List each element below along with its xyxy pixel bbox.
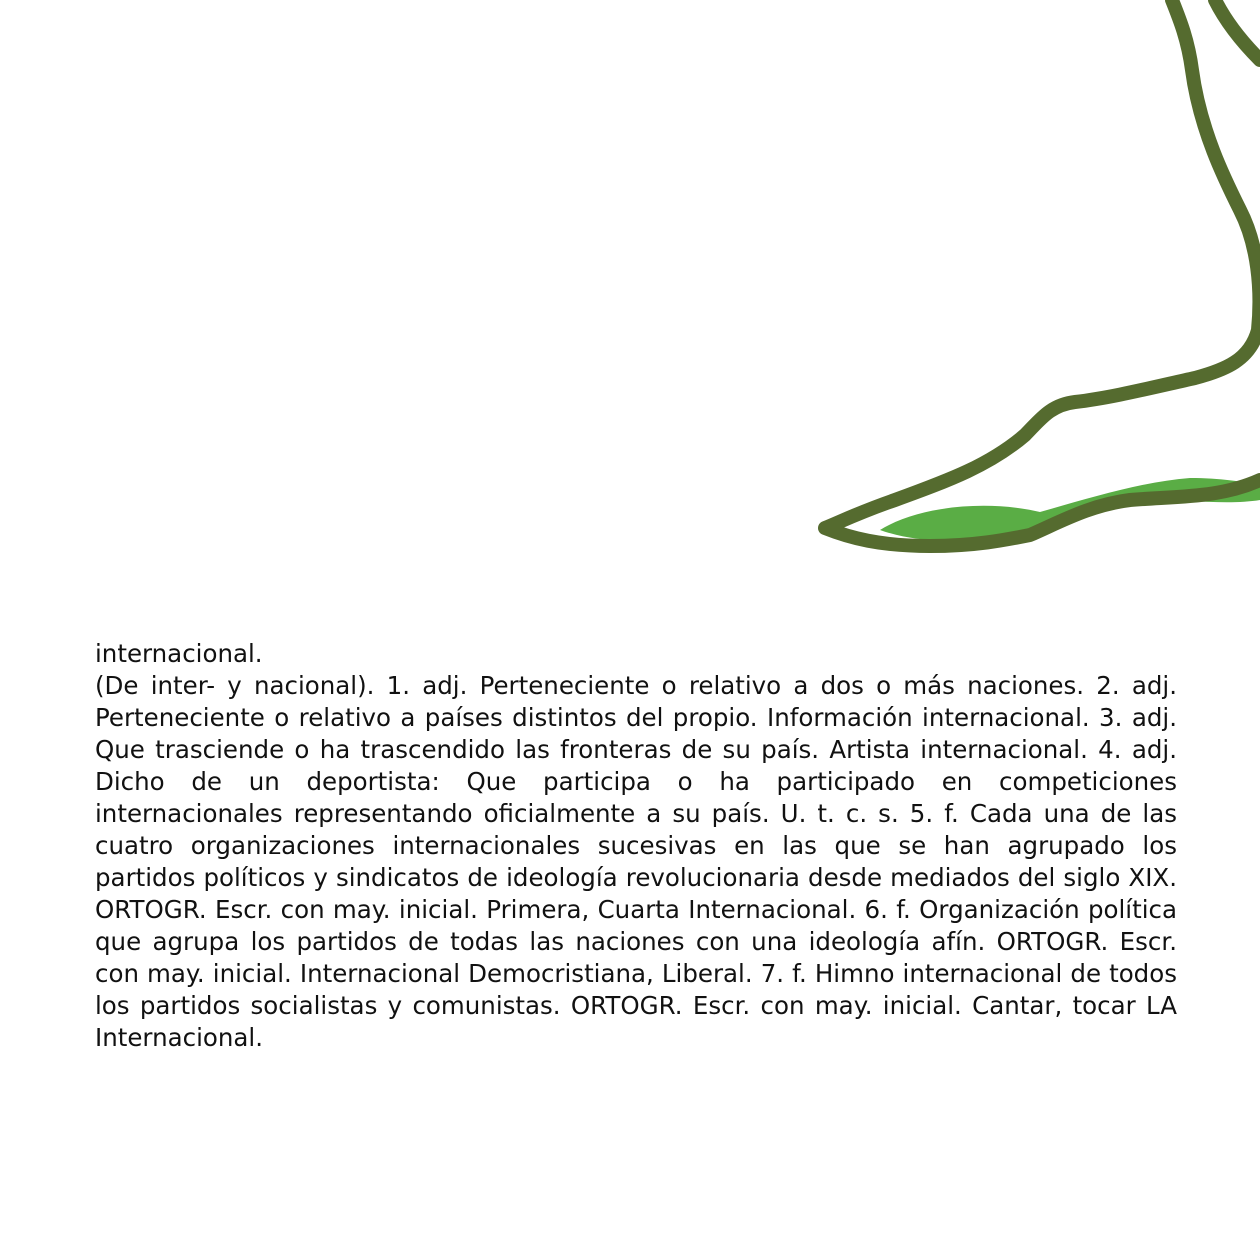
map-outline-path bbox=[825, 0, 1260, 546]
entry-headword: internacional. bbox=[95, 639, 263, 668]
map-outline-illustration bbox=[0, 0, 1260, 600]
map-outline-branch bbox=[1215, 0, 1260, 60]
entry-definition: (De inter- y nacional). 1. adj. Perteneciente o relativo a dos o más naciones. 2. adj. Perteneciente o relativo a países distintos del propio. Información internacional. 3. adj. Que trasciende o ha trascendido las fronteras de su país. Artista internacional. 4. adj. Dicho de un deportista: Que participa o ha participado en competiciones internacionales representando oficialmente a su país. U. t. c. s. 5. f. Cada una de las cuatro organizaciones internacionales sucesivas en las que se han agrupado los partidos políticos y sindicatos de ideología revolucionaria desde mediados del siglo XIX. ORTOGR. Escr. con may. inicial. Primera, Cuarta Internacional. 6. f. Organización política que agrupa los partidos de todas las naciones con una ideología afín. ORTOGR. Escr. con may. inicial. Internacional Democristiana, Liberal. 7. f. Himno internacional de todos los partidos socialistas y comunistas. ORTOGR. Escr. con may. inicial. Cantar, tocar LA Internacional. bbox=[95, 671, 1177, 1052]
dictionary-entry bbox=[95, 638, 1177, 1054]
